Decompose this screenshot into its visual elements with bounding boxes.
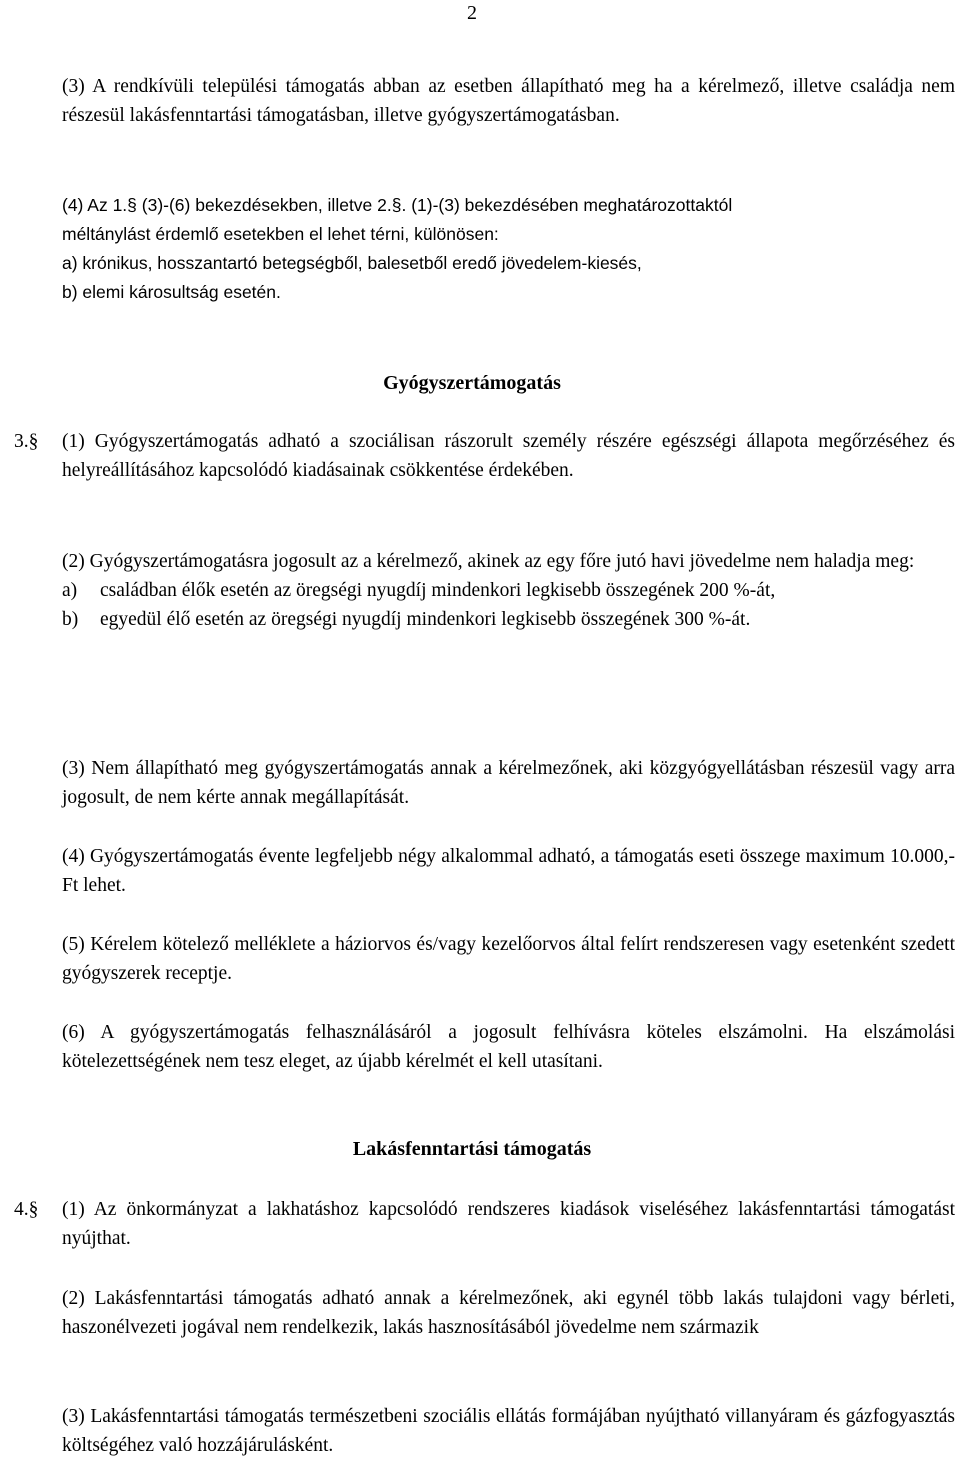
list-marker: b) [62, 609, 79, 630]
list-item-b: b) elemi károsultság esetén. [62, 282, 281, 302]
section-number-4: 4.§ [14, 1199, 39, 1220]
paragraph-lakas-2: (2) Lakásfenntartási támogatás adható annak a kérelmezőnek, aki egynél több lakás tulajdoni vagy bérleti, haszonélvezeti jogával nem rendelkezik, lakás hasznosításából jövedelme nem származik [62, 1288, 955, 1338]
list-marker: a) [62, 580, 78, 601]
paragraph-gyogyszer-1: (1) Gyógyszertámogatás adható a szociálisan rászorult személy részére egészségi állapota megőrzéséhez és helyreállításához kapcsolódó kiadásainak csökkentése érdekében. [62, 431, 955, 481]
paragraph-gyogyszer-2 [62, 547, 955, 634]
list-item-text: családban élők esetén az öregségi nyugdíj mindenkori legkisebb összegének 200 %-át, [100, 580, 776, 601]
list-item-text: egyedül élő esetén az öregségi nyugdíj mindenkori legkisebb összegének 300 %-át. [100, 609, 751, 630]
section-number-3: 3.§ [14, 431, 39, 452]
paragraph-line: (4) Az 1.§ (3)-(6) bekezdésekben, illetve 2.§. (1)-(3) bekezdésében meghatározottaktól [62, 195, 733, 215]
list-item-a: a) krónikus, hosszantartó betegségből, balesetből eredő jövedelem-kiesés, [62, 253, 642, 273]
paragraph-lakas-3: (3) Lakásfenntartási támogatás természetbeni szociális ellátás formájában nyújtható villanyáram és gázfogyasztás költségéhez való hozzájárulásként. [62, 1406, 955, 1456]
paragraph-gyogyszer-3: (3) Nem állapítható meg gyógyszertámogatás annak a kérelmezőnek, aki közgyógyellátásban részesül vagy arra jogosult, de nem kérte annak megállapítását. [62, 758, 955, 808]
section-heading-lakasfenntartasi-tamogatas: Lakásfenntartási támogatás [352, 1138, 592, 1160]
list-item-b [62, 605, 955, 634]
list-item-a [62, 576, 955, 605]
paragraph-rendkivuli-4 [62, 191, 955, 307]
section-heading-gyogyszertamogatas: Gyógyszertámogatás [383, 372, 561, 394]
paragraph-line: méltánylást érdemlő esetekben el lehet térni, különösen: [62, 224, 499, 244]
paragraph-gyogyszer-4: (4) Gyógyszertámogatás évente legfeljebb négy alkalommal adható, a támogatás eseti összege maximum 10.000,- Ft lehet. [62, 846, 955, 896]
paragraph-intro: (2) Gyógyszertámogatásra jogosult az a kérelmező, akinek az egy főre jutó havi jövedelme nem haladja meg: [62, 551, 915, 572]
paragraph-rendkivuli-3: (3) A rendkívüli települési támogatás abban az esetben állapítható meg ha a kérelmező, illetve családja nem részesül lakásfenntartási támogatásban, illetve gyógyszertámogatásban. [62, 76, 955, 126]
paragraph-gyogyszer-6: (6) A gyógyszertámogatás felhasználásáról a jogosult felhívásra köteles elszámolni. Ha elszámolási kötelezettségének nem tesz eleget, az újabb kérelmét el kell utasítani. [62, 1022, 955, 1072]
paragraph-gyogyszer-5: (5) Kérelem kötelező melléklete a háziorvos és/vagy kezelőorvos által felírt rendszeresen vagy esetenként szedett gyógyszerek receptje. [62, 934, 955, 984]
paragraph-lakas-1: (1) Az önkormányzat a lakhatáshoz kapcsolódó rendszeres kiadások viseléséhez lakásfenntartási támogatást nyújthat. [62, 1199, 955, 1249]
page-number: 2 [467, 2, 477, 24]
